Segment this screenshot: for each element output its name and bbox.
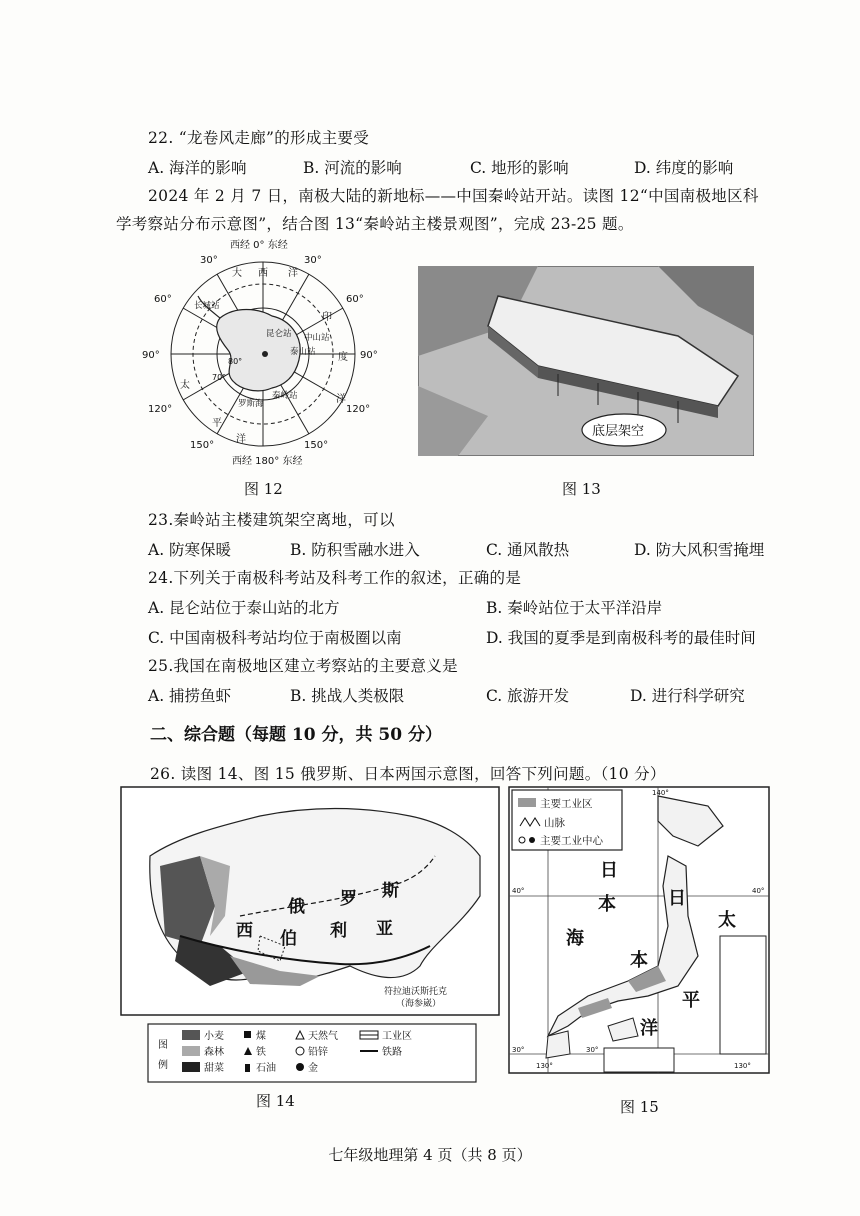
fig15-label-ri1: 日 bbox=[600, 860, 618, 881]
fig13-station-photo bbox=[418, 266, 754, 456]
fig12-ocean-da: 大 bbox=[232, 268, 242, 279]
fig15-tick-130-right: 130° bbox=[734, 1062, 751, 1070]
fig12-ocean-yin: 印 bbox=[322, 312, 332, 323]
fig15-label-hai: 海 bbox=[566, 928, 584, 949]
fig14-legend-coal: 煤 bbox=[256, 1031, 266, 1042]
fig12-ocean-tai: 太 bbox=[180, 380, 190, 391]
fig14-legend-iron: 铁 bbox=[256, 1047, 266, 1058]
fig15-label-ben1: 本 bbox=[598, 894, 616, 915]
fig12-top-label: 西经 0° 东经 bbox=[230, 240, 288, 251]
fig14-label-xi: 西 bbox=[236, 921, 253, 941]
q22-option-d: D. 纬度的影响 bbox=[634, 159, 734, 177]
fig14-legend-gas: 天然气 bbox=[308, 1031, 338, 1042]
fig14-legend-industrial: 工业区 bbox=[382, 1031, 412, 1042]
q25-option-c: C. 旅游开发 bbox=[486, 687, 570, 705]
fig14-city-alt-label: （海参崴） bbox=[396, 999, 442, 1009]
fig13-caption: 图 13 bbox=[562, 480, 601, 498]
q26-stem: 26. 读图 14、图 15 俄罗斯、日本两国示意图，回答下列问题。（10 分） bbox=[150, 765, 666, 783]
fig12-ocean-yang1: 洋 bbox=[288, 268, 298, 279]
fig14-russia-map bbox=[120, 786, 500, 1086]
q23-option-c: C. 通风散热 bbox=[486, 541, 570, 559]
fig12-lat-80: 80° bbox=[228, 357, 243, 366]
fig12-ocean-ping: 平 bbox=[212, 418, 222, 429]
fig15-tick-140-top: 140° bbox=[652, 789, 669, 797]
intro-line-2: 学考察站分布示意图”，结合图 13“秦岭站主楼景观图”，完成 23-25 题。 bbox=[116, 215, 634, 233]
fig12-deg-30e: 30° bbox=[304, 255, 322, 266]
fig15-japan-map bbox=[508, 786, 770, 1076]
fig12-deg-60w: 60° bbox=[154, 294, 172, 305]
fig12-ocean-du: 度 bbox=[338, 352, 348, 363]
fig12-deg-120w: 120° bbox=[148, 404, 173, 415]
fig12-deg-90e: 90° bbox=[360, 350, 378, 361]
fig12-deg-90w: 90° bbox=[142, 350, 160, 361]
fig15-legend-mountains: 山脉 bbox=[544, 817, 565, 829]
fig14-label-bo: 伯 bbox=[280, 929, 297, 949]
q23-option-d: D. 防大风积雪掩埋 bbox=[634, 541, 765, 559]
fig15-label-ri2: 日 bbox=[668, 888, 686, 909]
fig15-tick-30-mid: 30° bbox=[586, 1046, 599, 1054]
fig15-tick-30-left: 30° bbox=[512, 1046, 525, 1054]
fig14-legend-gold: 金 bbox=[308, 1063, 318, 1074]
fig15-label-tai: 太 bbox=[718, 910, 736, 931]
fig14-legend-wheat: 小麦 bbox=[204, 1031, 224, 1042]
fig15-legend-industrial-zone: 主要工业区 bbox=[540, 798, 593, 810]
fig12-antarctica-map bbox=[140, 236, 386, 466]
fig12-deg-60e: 60° bbox=[346, 294, 364, 305]
intro-line-1: 2024 年 2 月 7 日，南极大陆的新地标——中国秦岭站开站。读图 12“中国南极地区科 bbox=[148, 187, 759, 205]
fig14-label-e: 俄 bbox=[288, 897, 305, 917]
fig14-legend-lead-zinc: 铅锌 bbox=[308, 1047, 328, 1058]
q23-option-a: A. 防寒保暖 bbox=[148, 541, 232, 559]
q25-option-b: B. 挑战人类极限 bbox=[290, 687, 405, 705]
q25-stem: 25.我国在南极地区建立考察站的主要意义是 bbox=[148, 657, 458, 675]
q23-option-b: B. 防积雪融水进入 bbox=[290, 541, 420, 559]
fig15-label-ben2: 本 bbox=[630, 950, 648, 971]
q23-stem: 23.秦岭站主楼建筑架空离地，可以 bbox=[148, 511, 395, 529]
q24-option-d: D. 我国的夏季是到南极科考的最佳时间 bbox=[486, 629, 756, 647]
fig12-station-kunlun: 昆仑站 bbox=[266, 329, 292, 339]
fig12-station-taishan: 泰山站 bbox=[290, 347, 316, 357]
fig15-caption: 图 15 bbox=[620, 1098, 659, 1116]
fig14-legend-title-1: 图 bbox=[158, 1040, 168, 1051]
fig12-lat-70: 70° bbox=[212, 373, 227, 382]
q22-option-b: B. 河流的影响 bbox=[303, 159, 402, 177]
fig14-city-label: 符拉迪沃斯托克 bbox=[384, 987, 448, 997]
fig12-ocean-xi: 西 bbox=[258, 268, 268, 279]
fig14-legend-oil: 石油 bbox=[256, 1063, 276, 1074]
page-footer: 七年级地理第 4 页（共 8 页） bbox=[328, 1146, 532, 1164]
fig12-station-qinling: 秦岭站 bbox=[272, 391, 298, 401]
q25-option-a: A. 捕捞鱼虾 bbox=[148, 687, 232, 705]
fig14-label-si: 斯 bbox=[382, 881, 399, 901]
q22-stem: 22. “龙卷风走廊”的形成主要受 bbox=[148, 129, 370, 147]
q22-option-c: C. 地形的影响 bbox=[470, 159, 569, 177]
fig12-deg-150w: 150° bbox=[190, 440, 215, 451]
q25-option-d: D. 进行科学研究 bbox=[630, 687, 745, 705]
fig15-tick-40-right: 40° bbox=[752, 887, 765, 895]
fig12-ocean-yang2: 洋 bbox=[236, 434, 246, 445]
q22-option-a: A. 海洋的影响 bbox=[148, 159, 247, 177]
fig12-deg-150e: 150° bbox=[304, 440, 329, 451]
fig14-label-ya: 亚 bbox=[376, 919, 393, 939]
q24-option-a: A. 昆仑站位于泰山站的北方 bbox=[148, 599, 340, 617]
fig15-tick-40-left: 40° bbox=[512, 887, 525, 895]
fig12-ross-sea: 罗斯海 bbox=[238, 399, 264, 409]
fig12-deg-30w: 30° bbox=[200, 255, 218, 266]
fig12-deg-120e: 120° bbox=[346, 404, 371, 415]
fig14-caption: 图 14 bbox=[256, 1092, 295, 1110]
q24-option-c: C. 中国南极科考站均位于南极圈以南 bbox=[148, 629, 402, 647]
q24-stem: 24.下列关于南极科考站及科考工作的叙述，正确的是 bbox=[148, 569, 522, 587]
fig12-bottom-label: 西经 180° 东经 bbox=[232, 456, 303, 466]
fig14-legend-forest: 森林 bbox=[204, 1047, 224, 1058]
fig12-caption: 图 12 bbox=[244, 480, 283, 498]
section-2-title: 二、综合题（每题 10 分，共 50 分） bbox=[150, 725, 442, 745]
fig15-label-yang: 洋 bbox=[640, 1018, 658, 1039]
fig14-label-luo: 罗 bbox=[340, 889, 357, 909]
fig15-legend-industrial-center: 主要工业中心 bbox=[540, 835, 603, 847]
fig13-bubble-label: 底层架空 bbox=[592, 424, 645, 439]
fig14-legend-railway: 铁路 bbox=[382, 1047, 402, 1058]
fig12-station-changcheng: 长城站 bbox=[194, 301, 220, 311]
fig15-tick-130-left: 130° bbox=[536, 1062, 553, 1070]
fig14-legend-title-2: 例 bbox=[158, 1060, 168, 1071]
fig14-label-li: 利 bbox=[330, 921, 347, 941]
fig14-legend-beet: 甜菜 bbox=[204, 1063, 224, 1074]
fig12-ocean-yang3: 洋 bbox=[336, 394, 346, 405]
fig12-station-zhongshan: 中山站 bbox=[304, 333, 330, 343]
fig15-label-ping: 平 bbox=[682, 990, 700, 1011]
q24-option-b: B. 秦岭站位于太平洋沿岸 bbox=[486, 599, 663, 617]
